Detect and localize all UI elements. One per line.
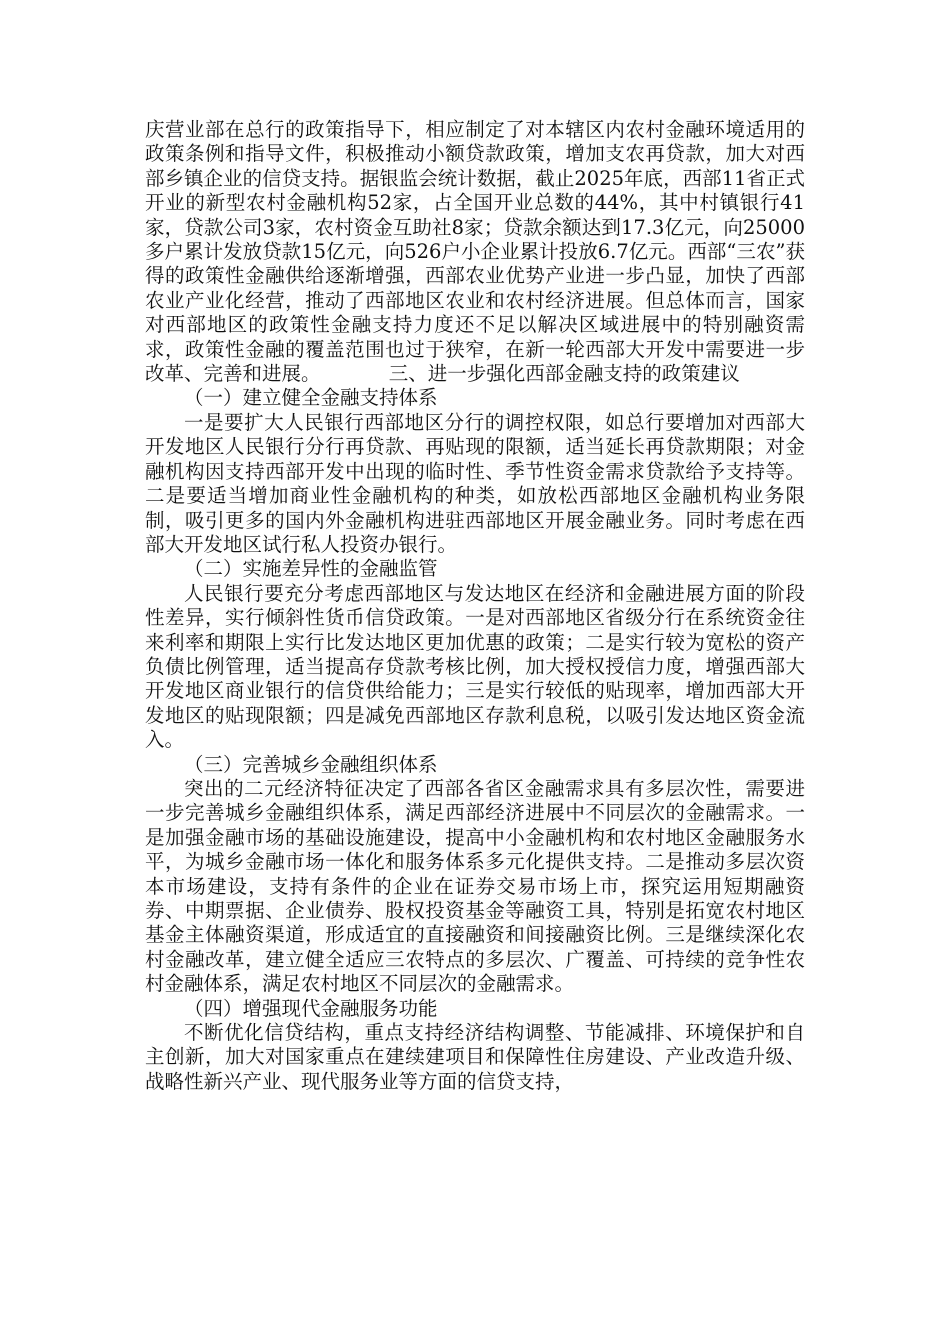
- paragraph-differentiated-supervision: 人民银行要充分考虑西部地区与发达地区在经济和金融进展方面的阶段性差异，实行倾斜性货币信贷政策。一是对西部地区省级分行在系统资金往来利率和期限上实行比发达地区更加优惠的政策；二是实行较为宽松的资产负债比例管理，适当提高存贷款考核比例，加大授权授信力度，增强西部大开发地区商业银行的信贷供给能力；三是实行较低的贴现率，增加西部大开发地区的贴现限额；四是减免西部地区存款利息税，以吸引发达地区资金流入。: [145, 581, 805, 752]
- section-heading-2: （二）实施差异性的金融监管: [184, 557, 438, 581]
- paragraph-continuation: 庆营业部在总行的政策指导下，相应制定了对本辖区内农村金融环境适用的政策条例和指导文件，积极推动小额贷款政策，增加支农再贷款，加大对西部乡镇企业的信贷支持。据银监会统计数据，截止2025年底，西部11省正式开业的新型农村金融机构52家，占全国开业总数的44%，其中村镇银行41家，贷款公司3家，农村资金互助社8家；贷款余额达到17.3亿元，向25000多户累计发放贷款15亿元，向526户小企业累计投放6.7亿元。西部“三农”获得的政策性金融供给逐渐增强，西部农业优势产业进一步凸显，加快了西部农业产业化经营，推动了西部地区农业和农村经济进展。但总体而言，国家对西部地区的政策性金融支持力度还不足以解决区域进展中的特别融资需求，政策性金融的覆盖范围也过于狭窄，在新一轮西部大开发中需要进一步改革、完善和进展。 三、进一步强化西部金融支持的政策建议: [145, 118, 805, 386]
- paragraph-financial-support-system: 一是要扩大人民银行西部地区分行的调控权限，如总行要增加对西部大开发地区人民银行分行再贷款、再贴现的限额，适当延长再贷款期限；对金融机构因支持西部开发中出现的临时性、季节性资金需求贷款给予支持等。二是要适当增加商业性金融机构的种类，如放松西部地区金融机构业务限制，吸引更多的国内外金融机构进驻西部地区开展金融业务。同时考虑在西部大开发地区试行私人投资办银行。: [145, 410, 805, 556]
- section-heading-3: （三）完善城乡金融组织体系: [184, 752, 438, 776]
- paragraph-urban-rural-organization: 突出的二元经济特征决定了西部各省区金融需求具有多层次性，需要进一步完善城乡金融组织体系，满足西部经济进展中不同层次的金融需求。一是加强金融市场的基础设施建设，提高中小金融机构和农村地区金融服务水平，为城乡金融市场一体化和服务体系多元化提供支持。二是推动多层次资本市场建设，支持有条件的企业在证券交易市场上市，探究运用短期融资券、中期票据、企业债券、股权投资基金等融资工具，特别是拓宽农村地区基金主体融资渠道，形成适宜的直接融资和间接融资比例。三是继续深化农村金融改革，建立健全适应三农特点的多层次、广覆盖、可持续的竞争性农村金融体系，满足农村地区不同层次的金融需求。: [145, 776, 805, 996]
- section-heading-1: （一）建立健全金融支持体系: [184, 386, 438, 410]
- paragraph-modern-financial-services: 不断优化信贷结构，重点支持经济结构调整、节能减排、环境保护和自主创新，加大对国家重点在建续建项目和保障性住房建设、产业改造升级、战略性新兴产业、现代服务业等方面的信贷支持，: [145, 1021, 805, 1093]
- document-body: [145, 118, 805, 1094]
- section-heading-4: （四）增强现代金融服务功能: [184, 996, 438, 1020]
